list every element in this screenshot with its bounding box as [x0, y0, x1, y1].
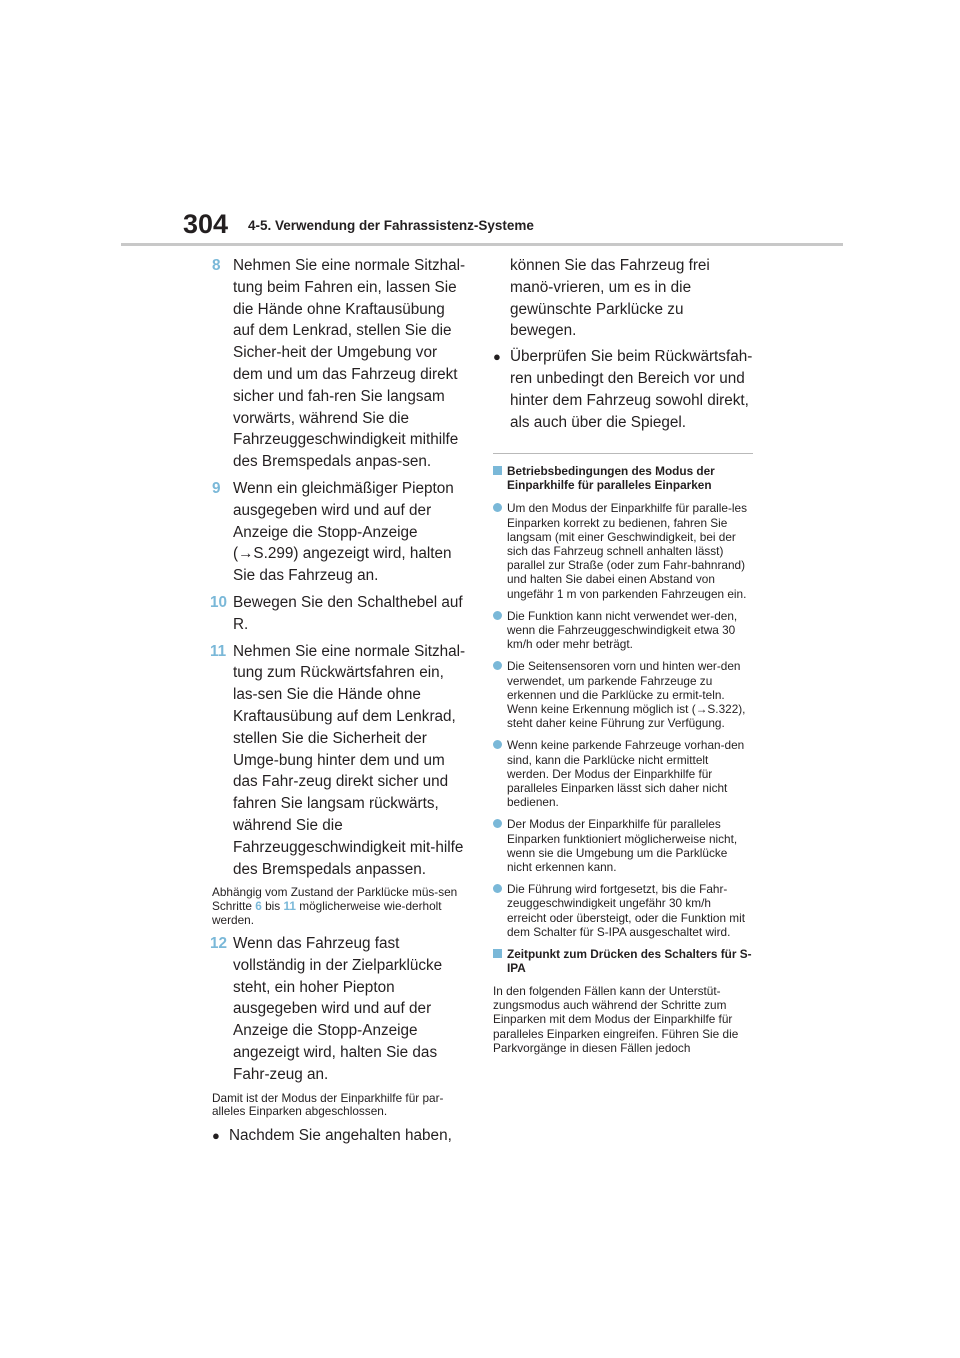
bullet-dot-icon: ● [493, 349, 501, 365]
step-12 [212, 933, 466, 1086]
step-text: Nehmen Sie eine normale Sitzhal-tung beim Fahren ein, lassen Sie die Hände ohne Kraftausübung auf dem Lenkrad, stellen Sie die Sicher-heit der Umgebung vor dem und um das Fahrzeug direkt sicher und fah-ren Sie langsam vorwärts, während Sie die Fahrzeuggeschwindigkeit mithilfe des Bremspedals anpas-sen. [233, 257, 466, 471]
step-text: Wenn das Fahrzeug fast vollständig in der Zielparklücke steht, ein hoher Piepton ausgegeben wird und auf der Anzeige die Stopp-Anzeige angezeigt wird, halten Sie das Fahr-zeug an. [233, 935, 443, 1083]
circle-bullet-icon [493, 503, 502, 512]
circle-bullet-icon [493, 819, 502, 828]
note-repeat-steps: Abhängig vom Zustand der Parklücke müs-sen Schritte 6 bis 11 möglicherweise wie-derholt werden. [212, 885, 458, 927]
condition-item: Die Funktion kann nicht verwendet wer-den, wenn die Fahrzeuggeschwindigkeit etwa 30 km/h oder mehr beträgt. [493, 609, 753, 652]
condition-item: Die Seitensensoren vorn und hinten wer-den verwendet, um parkende Fahrzeuge zu erkennen und die Parklücke zu ermit-teln. Wenn keine Erkennung möglich ist (→S.322), steht daher keine Führung zur Verfügung. [493, 659, 753, 730]
condition-item: Die Führung wird fortgesetzt, bis die Fahr-zeuggeschwindigkeit ungefähr 30 km/h erreicht oder übersteigt, oder die Funktion mit dem Schalter für S-IPA ausgeschaltet wird. [493, 882, 753, 939]
note-complete: Damit ist der Modus der Einparkhilfe für par-alleles Einparken abgeschlossen. [212, 1090, 444, 1119]
section-title: 4-5. Verwendung der Fahrassistenz-Systeme [248, 218, 534, 233]
step-10 [212, 592, 466, 636]
step-text: Bewegen Sie den Schalthebel auf R. [233, 593, 463, 633]
condition-item: Der Modus der Einparkhilfe für paralleles Einparken funktioniert möglicherweise nicht, wenn sie die Umgebung um die Parklücke nicht erkennen kann. [493, 817, 753, 874]
condition-item: Wenn keine parkende Fahrzeuge vorhan-den sind, kann die Parklücke nicht ermittelt werden. Der Modus der Einparkhilfe für paralleles Einparken lässt sich daher nicht bedienen. [493, 738, 753, 809]
step-number: 10 [210, 593, 228, 611]
step-11 [212, 641, 466, 881]
step-number: 12 [210, 935, 228, 953]
square-bullet-icon [493, 949, 502, 958]
section-divider [493, 453, 753, 454]
left-column [212, 255, 466, 1151]
step-text: Wenn ein gleichmäßiger Piepton ausgegeben wird und auf der Anzeige die Stopp-Anzeige (→S.299) angezeigt wird, halten Sie das Fahrzeug an. [233, 479, 454, 585]
step-number: 8 [212, 257, 221, 274]
step-text: Nehmen Sie eine normale Sitzhal-tung zum Rückwärtsfahren ein, las-sen Sie die Hände ohne Kraftausübung auf dem Lenkrad, stellen Sie die Sicherheit der Umge-bung hinter dem und um das Fahr-zeug direkt sicher und fahren Sie langsam rückwärts, während Sie die Fahrzeuggeschwindigkeit mit-hilfe des Bremspedals anpassen. [233, 642, 466, 878]
bullet-text: Überprüfen Sie beim Rückwärtsfah-ren unbedingt den Bereich vor und hinter dem Fahrzeug sowohl direkt, als auch über die Spiegel. [510, 348, 753, 431]
section-heading-switch-timing: Zeitpunkt zum Drücken des Schalters für S-IPA [493, 947, 753, 975]
step-9 [212, 478, 466, 587]
bullet-continuation: können Sie das Fahrzeug frei manö-vrieren, um es in die gewünschte Parklücke zu bewegen. [510, 257, 710, 340]
bullet-dot-icon: ● [212, 1127, 220, 1143]
circle-bullet-icon [493, 884, 502, 893]
bullet-after-stop [212, 1125, 466, 1147]
condition-item: Um den Modus der Einparkhilfe für paralle-les Einparken korrekt zu bedienen, fahren Sie langsam (mit einer Geschwindigkeit, bei der sich das Fahrzeug schnell anhalten lässt) parallel zur Straße (oder zum Fahr-bahnrand) und halten Sie dabei einen Abstand von ungefähr 1 m von parkenden Fahrzeugen ein. [493, 501, 753, 600]
circle-bullet-icon [493, 611, 502, 620]
section-text-switch-timing: In den folgenden Fällen kann der Unterstüt-zungsmodus auch während der Schritte zum Einparken mit dem Modus der Einparkhilfe für paralleles Einparken eingreifen. Führen Sie die Parkvorgänge in diesen Fällen jedoch [493, 984, 739, 1055]
step-number: 9 [212, 479, 221, 497]
section-heading-conditions: Betriebsbedingungen des Modus der Einparkhilfe für paralleles Einparken [493, 464, 753, 492]
circle-bullet-icon [493, 740, 502, 749]
bullet-check-reverse [493, 346, 753, 433]
page-number: 304 [183, 209, 229, 239]
header-rule [121, 243, 843, 246]
bullet-text: Nachdem Sie angehalten haben, [229, 1126, 452, 1144]
step-number: 11 [210, 642, 227, 660]
right-column [493, 255, 753, 1055]
circle-bullet-icon [493, 661, 502, 670]
step-8 [212, 255, 466, 473]
square-bullet-icon [493, 466, 502, 475]
